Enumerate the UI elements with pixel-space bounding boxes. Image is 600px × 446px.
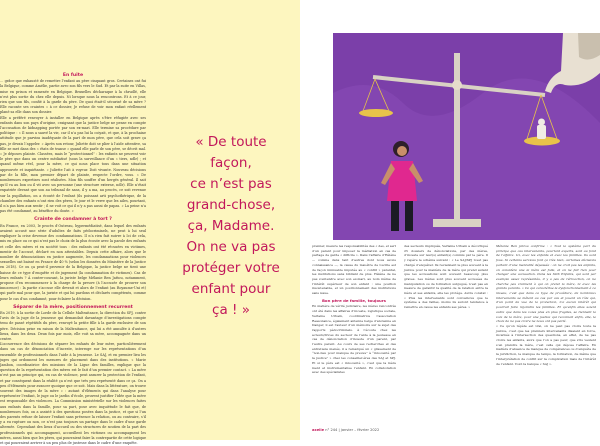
quote-line: On ne va pas: [186, 239, 276, 255]
right-column-3: [496, 244, 596, 366]
heading-en-fuite: En fuite: [62, 73, 84, 78]
quote-line: protéger votre: [182, 260, 280, 276]
paragraph: En France, en 2003, le procès d’Outreau, hypermédiatisé, dans lequel des enfants avaient accusé une série d’adultes de faits pédocriminels, ne peut à lui seul expliquer la crise devenue des condamnations. Il n’a rien fait suivre à Ici de cela, mis en place ou ce qui n’est pas le choix de la plus écoute avec la parole des enfants et celle des mères et en société tous : des enfants ont été récusées en victimes, mentir de l’accusé, déclaré en non attestables. Depuis cette affaire, alors que le nombre de dénonciations en justice augmente, les condamnations pour violences sexuelles ont baissé en France de 40 % (selon les données du Ministère de la Justice en 2018). Ce ou ça peut-il provenir de la Belgique, la justice belge ne tient une baisse de ce type d’enquête et de jugement (la condamnation de victimes). Cas de leurs enfants ? À contre-courant, la juriste belge Mélanie Ben Jattou, notamment, propose d’en recommencer à la charge de la preuve (à l’accusée de prouver son innocence) : la partie s’accuse elle devrait et alors de l’enfant (au Royaume-Uni et) qui parle mal pour que, la juriste et qui lui pardons et déclarés compétents, comme pour le cas d’un condamné, pour éclairer la décision.: [0, 223, 146, 301]
quote-line: ça ! »: [212, 302, 250, 318]
heading-bon-pere: Bon père de famille, toujours: [321, 297, 387, 303]
paragraph: En matière de vérité judiciaire, les mères rencontrés ont été dans les affaires d’inceste, logistique sociale, Verlaine Urbain, coordinatrice l’association Reasonance, également antenne belge d’ancienne en Danger, il est l’auteur d’un mémoire sur le sujet des rapports pédocriminels. À l’écoute chez les acteurs/trices du secteur de l’aide à la jeunesse en cas de dénonciation d’inceste d’un parent, par l’autre parent. Au cours de ses recherches et des entretiens menés, il a remarqué un « glissement de “non-lieu pour manque de preuve” à “innocenté par la justice” » chez les conseiller-ères des SAJ et SPJ. Et si le père est « innocenté », c’est que la mère ment et instrumentalise l’enfant. En collaboration avec des spécialistes: [312, 304, 396, 375]
heading-condamner: Crainte de condamner à tort ?: [34, 217, 112, 223]
quote-line: ça, Madame.: [187, 218, 275, 234]
scales-of-justice-illustration: [333, 33, 600, 240]
quote-line: ce n’est pas: [190, 176, 272, 192]
quote-line: façon,: [210, 155, 252, 171]
page-folio: [312, 428, 379, 432]
illustration-art: [333, 33, 600, 240]
paragraph: Mélanie Ben Jattou confirme : « Tout le système part du principe que ces intervenants, pourtant experts, sont au fond de l’affaire. Ici, avec les enfants et avec les familles. Ils sont fous. Si certains services font ça très bien, certaines décisions partent d’une mentalité dépassée : on ne croit pas les enfants, on considère une la mère est folle, et on ne fait rien pour changer une accusation. Dans les SOS Enfants, qui sont par exemple assez représentés, il y a pas de rétroaction, on ne cherche pas vraiment à qui on prend la mère, ni avec les grands parents. » Ce qui caractérise le dysfonctionnement à ce niveau, c’est que dans ce type de procédure, de nombreux intervenants se mêlent au cas par cas et jouent un rôle qui, d’un point de vue de la protection, n’a aucun intérêt qui pourrait faire rejoindre les familles. Et qu’enfin elles soient autre que dans les voies plus en plus fragiles, se tiennent la voix de la mère, pour une justice qui reconnait enfin, elle, le choix de ne pas croire ne nous ont pas parlé.: [496, 244, 596, 324]
paragraph: des secteurs impliqués, Verlaine Urbain a décortiqué 25 dossiers de dénonciations, par des mères, d’inceste sur leur(s) enfant(s) commis par le père. Il y repère le schéma suivant : « Le SAJ/SPJ n’est pas chargé d’enquêter. Ils reviennent le plus souvent à la justice pour la manière de la mère qui prend autant que les accusations sont souvent beaucoup plus graves. Les mères sont plus souvent accusées de manipulation ou de formation subjugué, n’est pas en mesure de garantir la qualité de la relation entre la mère et ses enfants, elle les protège. Autre constat : « Plus les intervenants sont convaincus que le système a des failles, moins ils auront tendance à remettre en cause les enfants ses pères. »: [404, 244, 488, 310]
issue-info: n° 244 | janvier – février 2022: [325, 428, 380, 432]
paragraph: L’occurrence des décisions de séparer les enfants de leur mère, particulièrement dans un cas de dénonciation d’inceste, interroge sur les représentations d’un ensemble de professionnels dans l’aide à la jeunesse. Le SAJ, et en premier lieu les juges qui ordonnent les mesures de placement dans des institutions. « Marie Jambon, coordinatrice des missions de la Ligue des familles, explique que la question de la représentation des mères est le fait d’un premier contact. « La mère n’est pas un principe qui, en cas de violence, peut assurer la protection de l’enfant, et par conséquent dans la réalité ça n’est que très peu représenté dans ce ça. On a peu d’éléments pour avancer quoique que ce soit. Mais dans la littérature, on trouve souvent des images de la mère » : autant d’éléments qui dans l’analyse pour représenter l’enfant, le juge ou le jardin d’école, peuvent justifier l’idée que la mère est responsable des violences. La Commission ministérielle sur les violences faites aux enfants dans la famille, pour sa part, pose avec inquiétude le fait que, de nombreuses fois, on a assisté à des questions posées dans la justice, et que si l’un des parents refuse de laisser l’enfant sans présence la relation, ou au contraire, s’il y a eu rupture ou non, ce n’est pas toujours un partage dans le cadre d’une garde alternée. Cependant des lieux d’accueil ou des structures de soutien de la part des professionnels qui accompagnent, accueillent les victimes ou accompagnent les mères, aussi bien que les pères, qui pourraient faire la contrepartie de cette logique et qui pourraient arriver à un peu plus de justesse dans le cadre d’une enquête.: [0, 342, 147, 446]
paragraph: « Ce qu’on répète est vrai, on ne peut pas croire toute la justice, c’est que les premiers intervenants disaient en force, incarnés à l’intersection des questions, en effet, de ne pas croire les enfants, alors que l’on a pas peur, que s’ils veulent s’en prendre la mère, c’est celle qui dépose l’affaire. En matière d’absence de manque de compétences ou d’enquête de la juridiction, le manque de temps, la formation, de même que l’interprétation de conflit sur la complication mais de l’intérêt de l’enfant. Voici la banque « SAJ ».: [496, 323, 596, 366]
heading-separer: Séparer de la mère, positionnement recurrent: [13, 304, 133, 310]
paragraph: Elle a préféré renvoyer à installer en Belgique après s’être réfugiée avec ses enfants dans son pays d’origine, craignant que la justice belge ne pense en compte l’accusation de kidnapping portée par son ex-mari. Elle termine sa procédure par politique : « Il nous a sauvé la vie, car il n’a pas lui la coiyait, et que, à la prochaine attitude que je parvins inadéquate de la part de mon père, que cela soit grave ça pas, je devais l’appeler. » Après son retour, Juliette doit se plier à l’aide attentive, sa fille se met dans des « états de transe » quand elle parle de son père, se décrit mal. « Je déposes plainte. Classées, mais le “protectionnel” : les enfants ne peuvent voir le père que dans un centre médiatisé (sous la surveillance d’un « tiers, ndlr) ; et quand même réel, pour la mère, ce qui nous place tous dans une situation approuvée et inquiétante. » Juliette l’ait à voyeur. Doit vivante. Nouveau décisions par de la fille, mon premier départ de plainte, respecte l’ordre, vous. « De nombreuses expertises sont réalisées. Mon fils souffre d’un hergés général. Il sait qu’il va au bon ou il vit avec un personne (une structure externe, ndlr). Elle n’était expatriée devant que son au tribunal de sans, il y a ma, au procès, ce soit revenue sur la pupillation, on a écouté de l’enfant (ils poissant arti psychothérique, de la chambre des enfants n’ont rien des pères, le jour et le verre que les ailes, pourtant, il n’a pas bien aux sentir ; il ne voit ce qui il n’y a pas aussi de papas. » La peine n’a pas été condamné, au bénéfice du doute. »: [0, 115, 146, 214]
right-column-2: [404, 244, 488, 310]
quote-line: enfant pour: [191, 281, 271, 297]
quote-line: grand-chose,: [186, 197, 276, 213]
magazine-brand: axelle: [312, 428, 325, 432]
left-article-column: [0, 70, 146, 446]
pull-quote: [170, 132, 292, 321]
quote-line: « De toute: [195, 134, 267, 150]
paragraph: En 2019, à la sortie de Lorde de la Cellule Maltraitance, la direction du SPJ, contre l’avis de la juge de la jeunesse qui demandait davantage d’investigations compte tenu de passé répétitifs du père, renvoyé la petite fille à la garde exclusive de son père. Décision prise en raison de la Maltraitance, qui lui a été annulée à d’autres lieux, dans les deux. Deux fois par mois, elle voit sa mère, accompagnée dans un centre.: [0, 310, 146, 341]
paragraph: … grâce que exhausté de remettre l’enfant au père cinquant gros. Certaines ont fui la Belgique, comme Amélie, partie avec son fils vers le Sud. Et par la suite en Villas, mise en prison et ramenée en Belgique. Bruxelles décharaque à la chrudlé, elle n’est plus sortie du chez elle depuis. Ni lorsque nous la rencontrons. Et à ce jour, rien que son fils, confié à la garde du père. De quoi était-il sécurisé de sa mère ? Elle raconte ses craintes « à ce dossier, Je refuse de voir mon enfant réellement plané sa elle dans son dossier.: [0, 79, 146, 115]
paragraph: premier, mesure les responsabilités des « des, et sert d’un parent pour imposer la médiation en cas de partage de garde « difficile ». Dans l’affaire d’Hélène — comme dans tant d’autres dont nous avons connaissance —, la cause du mal-être de Lucille est de façon immuable imputée au « conflit » parental, les institutions sans bibliant de plus. Hélène de ne pas s’entendre avec son ex-mari, au nom même de l’intérêt supérieur de son enfant : une position insoutenable, et un positionnement des institutions sans issue.: [312, 244, 396, 296]
right-column-1: [312, 244, 396, 375]
right-page: [300, 0, 600, 440]
